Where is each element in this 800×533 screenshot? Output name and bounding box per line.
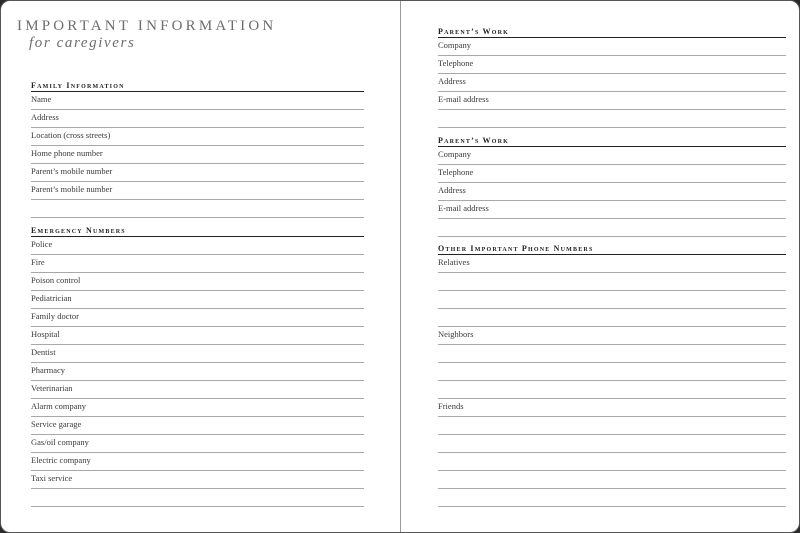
section-heading-text: Parent’s Work	[438, 27, 510, 36]
form-row[interactable]	[438, 417, 786, 435]
form-row[interactable]	[438, 219, 786, 237]
form-row[interactable]	[31, 489, 364, 507]
form-row[interactable]	[31, 399, 364, 417]
family-information-section	[31, 79, 364, 218]
form-row[interactable]	[438, 435, 786, 453]
section-heading	[438, 25, 786, 38]
form-row-label: Veterinarian	[31, 383, 73, 393]
row-list	[31, 92, 364, 218]
form-row[interactable]	[438, 147, 786, 165]
form-row-label: Parent’s mobile number	[31, 166, 113, 176]
form-row-label: Address	[31, 112, 59, 122]
form-row[interactable]	[31, 273, 364, 291]
form-row[interactable]	[31, 182, 364, 200]
form-row-label: Pharmacy	[31, 365, 65, 375]
form-row[interactable]	[438, 327, 786, 345]
form-row[interactable]	[31, 110, 364, 128]
form-row[interactable]	[31, 255, 364, 273]
row-list	[31, 237, 364, 507]
form-row[interactable]	[438, 399, 786, 417]
form-row-label: Electric company	[31, 455, 91, 465]
row-list	[438, 147, 786, 237]
section-heading	[31, 224, 364, 237]
form-row-label: Service garage	[31, 419, 82, 429]
form-row[interactable]	[31, 128, 364, 146]
form-row[interactable]	[438, 38, 786, 56]
form-row[interactable]	[438, 255, 786, 273]
parents-work-section-1	[438, 25, 786, 128]
form-row[interactable]	[438, 453, 786, 471]
form-row-label: Telephone	[438, 58, 474, 68]
form-row-label: Parent’s mobile number	[31, 184, 113, 194]
form-row-label: Fire	[31, 257, 45, 267]
form-row-label: E-mail address	[438, 94, 489, 104]
form-row-label: Pediatrician	[31, 293, 72, 303]
form-row[interactable]	[438, 92, 786, 110]
row-list	[438, 38, 786, 128]
form-row[interactable]	[438, 165, 786, 183]
section-heading	[31, 79, 364, 92]
form-row[interactable]	[438, 309, 786, 327]
form-row-label: Family doctor	[31, 311, 79, 321]
form-row[interactable]	[438, 201, 786, 219]
form-row[interactable]	[438, 110, 786, 128]
form-row[interactable]	[438, 74, 786, 92]
form-row[interactable]	[31, 345, 364, 363]
row-list	[438, 255, 786, 507]
section-heading-text: Emergency Numbers	[31, 226, 126, 235]
form-row-label: Address	[438, 185, 466, 195]
form-row[interactable]	[31, 471, 364, 489]
form-row-label: Dentist	[31, 347, 56, 357]
form-row[interactable]	[31, 309, 364, 327]
form-row-label: Telephone	[438, 167, 474, 177]
other-phone-numbers-section	[438, 242, 786, 507]
section-heading-text: Parent’s Work	[438, 136, 510, 145]
form-row-label: Hospital	[31, 329, 60, 339]
form-row[interactable]	[31, 435, 364, 453]
form-row[interactable]	[438, 273, 786, 291]
form-row[interactable]	[438, 381, 786, 399]
page-subtitle: for caregivers	[29, 35, 136, 51]
form-row-label: Neighbors	[438, 329, 474, 339]
page-title: IMPORTANT INFORMATION	[17, 18, 277, 34]
form-row-label: Poison control	[31, 275, 81, 285]
section-heading	[438, 242, 786, 255]
form-row[interactable]	[31, 453, 364, 471]
form-row[interactable]	[31, 237, 364, 255]
form-row-label: Relatives	[438, 257, 470, 267]
form-row[interactable]	[31, 92, 364, 110]
form-row[interactable]	[438, 471, 786, 489]
section-heading-text: Family Information	[31, 81, 125, 90]
form-row[interactable]	[31, 146, 364, 164]
form-row[interactable]	[438, 489, 786, 507]
parents-work-section-2	[438, 134, 786, 237]
form-row[interactable]	[31, 417, 364, 435]
form-row-label: Gas/oil company	[31, 437, 89, 447]
form-row-label: E-mail address	[438, 203, 489, 213]
form-row-label: Police	[31, 239, 53, 249]
form-row-label: Taxi service	[31, 473, 73, 483]
section-heading	[438, 134, 786, 147]
form-row[interactable]	[438, 56, 786, 74]
form-row-label: Home phone number	[31, 148, 103, 158]
form-row[interactable]	[31, 363, 364, 381]
form-row[interactable]	[31, 164, 364, 182]
form-row-label: Location (cross streets)	[31, 130, 111, 140]
form-row-label: Friends	[438, 401, 464, 411]
section-heading-text: Other Important Phone Numbers	[438, 244, 594, 253]
form-row-label: Address	[438, 76, 466, 86]
form-row-label: Company	[438, 149, 472, 159]
form-row[interactable]	[31, 200, 364, 218]
emergency-numbers-section	[31, 224, 364, 507]
form-row[interactable]	[438, 345, 786, 363]
form-row[interactable]	[31, 381, 364, 399]
page-divider	[400, 1, 401, 532]
form-row[interactable]	[31, 291, 364, 309]
form-row[interactable]	[438, 363, 786, 381]
form-row-label: Alarm company	[31, 401, 86, 411]
form-row[interactable]	[438, 183, 786, 201]
form-row-label: Company	[438, 40, 472, 50]
form-row-label: Name	[31, 94, 52, 104]
form-row[interactable]	[31, 327, 364, 345]
form-row[interactable]	[438, 291, 786, 309]
